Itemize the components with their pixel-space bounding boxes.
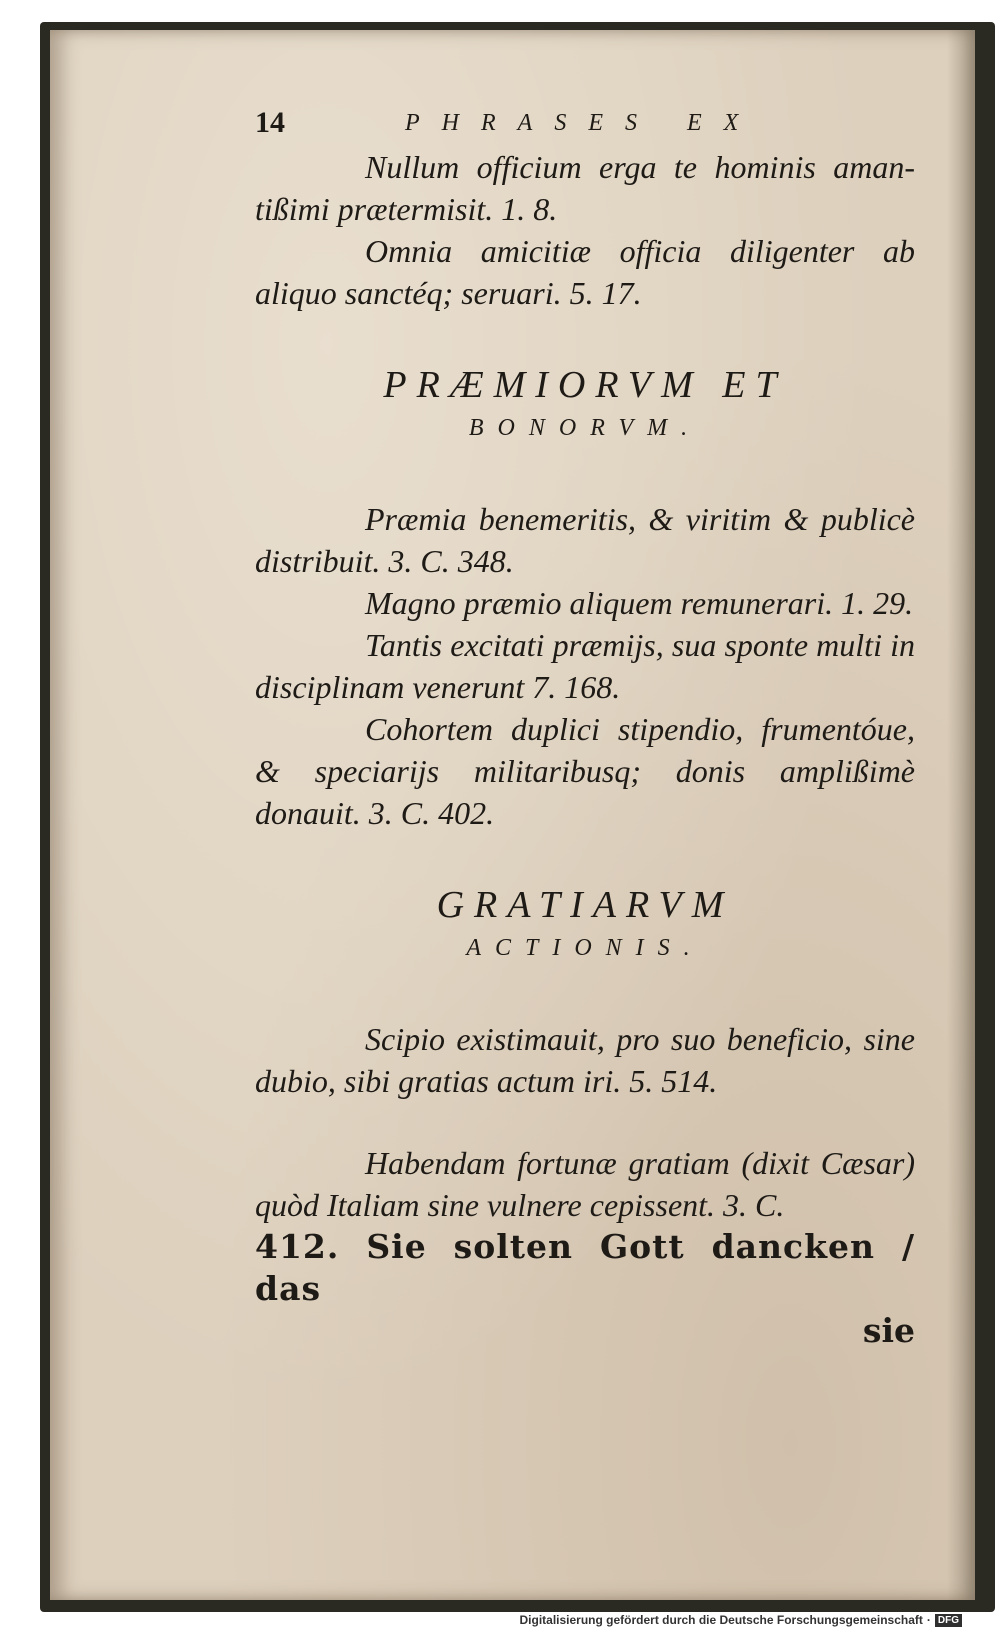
catchword: sie [862,1311,915,1350]
entry: Tantis excitati præmijs, sua sponte multi in disciplinam venerunt 7. 168. [255,627,915,705]
section-heading: PRÆMIORVM ET [383,364,787,406]
entry: Habendam fortunæ gratiam (dixit Cæsar) quòd Italiam sine vulnere cepissent. 3. C. [255,1145,915,1223]
running-title: PHRASES EX [405,110,761,136]
page-gutter-shadow [947,30,975,1600]
section-subheading: ACTIONIS. [466,935,704,961]
spacer [255,1102,915,1142]
entry: Magno præmio aliquem remunerari. 1. 29. [365,585,914,621]
text-block [255,102,915,1385]
section-heading: GRATIARVM [436,884,734,926]
entry: Scipio existimauit, pro suo beneficio, sine dubio, sibi gratias actum iri. 5. 514. [255,1021,915,1099]
book-page [50,30,975,1600]
entry: Omnia amicitiæ officia diligenter ab aliquo sanctéq; seruari. 5. 17. [255,233,915,311]
page-number: 14 [255,106,285,139]
dfg-logo-icon: DFG [935,1614,962,1627]
fraktur-continuation: 412. Sie solten Gott dancken / das [255,1227,915,1308]
footer-separator: · [926,1613,931,1627]
footer-text: Digitalisierung gefördert durch die Deutsche Forschungsgemeinschaft [519,1613,923,1627]
running-head [255,102,915,146]
entry: Nullum officium erga te hominis aman-tißimi prætermisit. 1. 8. [255,149,915,227]
section-subheading: BONORVM. [468,415,702,441]
digitization-footer [519,1613,962,1627]
entry: Cohortem duplici stipendio, frumentóue, & speciarijs militaribusq; donis amplißimè donauit. 3. C. 402. [255,711,915,831]
entry: Præmia benemeritis, & viritim & publicè distribuit. 3. C. 348. [255,501,915,579]
